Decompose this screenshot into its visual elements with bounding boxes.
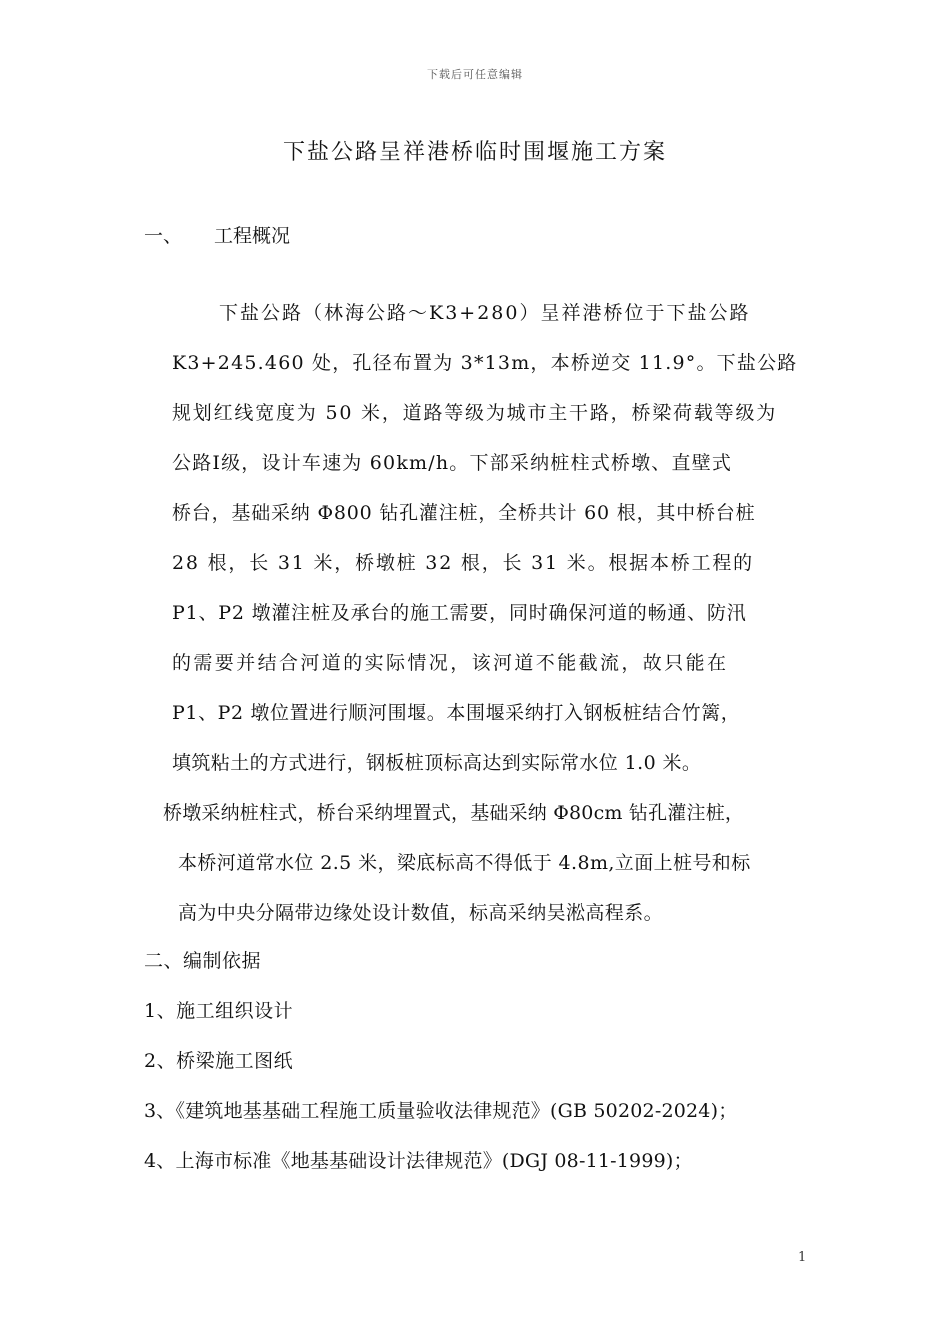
paragraph-line: 填筑粘土的方式进行，钢板桩顶标高达到实际常水位 1.0 米。 — [172, 752, 702, 774]
section-1-title: 工程概况 — [214, 225, 291, 247]
paragraph-line: 桥台，基础采纳 Φ800 钻孔灌注桩，全桥共计 60 根，其中桥台桩 — [172, 502, 756, 524]
header-note: 下载后可任意编辑 — [427, 68, 523, 81]
paragraph-line: 公路Ⅰ级，设计车速为 60km/h。下部采纳桩柱式桥墩、直壁式 — [172, 452, 733, 474]
paragraph-line: 的需要并结合河道的实际情况，该河道不能截流，故只能在 — [172, 652, 729, 674]
document-title: 下盐公路呈祥港桥临时围堰施工方案 — [282, 140, 667, 165]
paragraph-line: 高为中央分隔带边缘处设计数值，标高采纳吴淞高程系。 — [178, 902, 664, 924]
paragraph-line: 下盐公路（林海公路～K3+280）呈祥港桥位于下盐公路 — [219, 302, 751, 324]
paragraph-line: 本桥河道常水位 2.5 米，梁底标高不得低于 4.8m,立面上桩号和标 — [178, 852, 751, 874]
paragraph-line: 桥墩采纳桩柱式，桥台采纳埋置式，基础采纳 Φ80cm 钻孔灌注桩， — [163, 802, 745, 824]
basis-item: 4、上海市标准《地基基础设计法律规范》(DGJ 08-11-1999)； — [144, 1150, 693, 1172]
paragraph-line: P1、P2 墩位置进行顺河围堰。本围堰采纳打入钢板桩结合竹篱， — [172, 702, 741, 724]
page-number: 1 — [798, 1250, 807, 1265]
paragraph-line: P1、P2 墩灌注桩及承台的施工需要，同时确保河道的畅通、防汛 — [172, 602, 747, 624]
basis-item: 3、《建筑地基基础工程施工质量验收法律规范》(GB 50202-2024)； — [144, 1100, 738, 1122]
basis-item: 1、施工组织设计 — [144, 1000, 294, 1022]
section-1-heading — [144, 221, 290, 248]
paragraph-line: 28 根，长 31 米，桥墩桩 32 根，长 31 米。根据本桥工程的 — [172, 552, 754, 574]
section-1-number: 一、 — [144, 225, 183, 247]
section-2-heading: 二、编制依据 — [144, 950, 262, 972]
paragraph-line: 规划红线宽度为 50 米，道路等级为城市主干路，桥梁荷载等级为 — [172, 402, 778, 424]
paragraph-line: K3+245.460 处，孔径布置为 3*13m，本桥逆交 11.9°。下盐公路 — [172, 352, 798, 374]
basis-item: 2、桥梁施工图纸 — [144, 1050, 294, 1072]
